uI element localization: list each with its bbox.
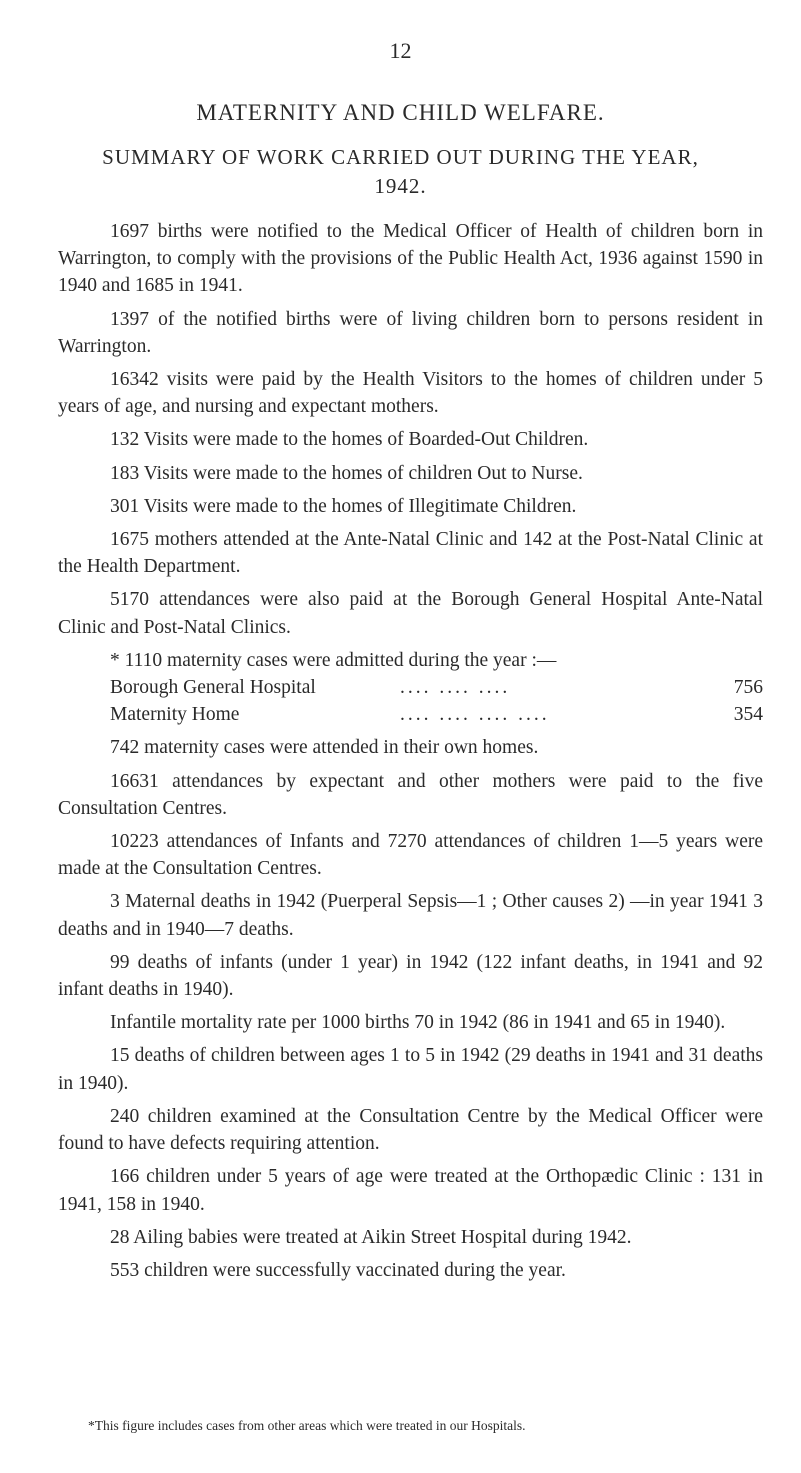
- paragraph: 132 Visits were made to the homes of Boarded-Out Children.: [110, 429, 589, 451]
- paragraph: 240 children examined at the Consultation Centre by the Medical Officer were found to have defects requiring attention.: [58, 1105, 763, 1155]
- paragraph: 28 Ailing babies were treated at Aikin Street Hospital during 1942.: [110, 1226, 632, 1248]
- admission-leader: .... .... ....: [400, 677, 511, 699]
- page-number: 12: [389, 38, 412, 63]
- paragraph: 166 children under 5 years of age were treated at the Orthopædic Clinic : 131 in 1941, 158 in 1940.: [58, 1166, 763, 1215]
- admission-value: 756: [733, 677, 763, 699]
- paragraph: Infantile mortality rate per 1000 births 70 in 1942 (86 in 1941 and 65 in 1940).: [110, 1012, 726, 1034]
- admission-row: [58, 701, 763, 728]
- admission-row: [58, 674, 763, 701]
- admission-value: 354: [733, 704, 763, 726]
- paragraph: 5170 attendances were also paid at the Borough General Hospital Ante-Natal Clinic and Post-Natal Clinics.: [58, 589, 763, 638]
- paragraph: 16342 visits were paid by the Health Visitors to the homes of children under 5 years of age, and nursing and expectant mothers.: [58, 369, 763, 418]
- paragraph: 1697 births were notified to the Medical Officer of Health of children born in Warrington, to comply with the provisions of the Public Health Act, 1936 against 1590 in 1940 and 1685 in 1941.: [58, 221, 763, 297]
- paragraph: 183 Visits were made to the homes of children Out to Nurse.: [110, 462, 583, 484]
- paragraph: * 1110 maternity cases were admitted during the year :—: [110, 649, 557, 671]
- section-subtitle: SUMMARY OF WORK CARRIED OUT DURING THE YEAR,: [102, 145, 699, 169]
- paragraph: 3 Maternal deaths in 1942 (Puerperal Sepsis—1 ; Other causes 2) —in year 1941 3 deaths and in 1940—7 deaths.: [58, 891, 763, 940]
- paragraph: 553 children were successfully vaccinated during the year.: [110, 1259, 566, 1281]
- admission-leader: .... .... .... ....: [400, 704, 550, 726]
- admission-label: Borough General Hospital: [110, 677, 316, 699]
- paragraph: 301 Visits were made to the homes of Illegitimate Children.: [110, 495, 577, 517]
- report-body: [58, 218, 763, 1290]
- paragraph: 99 deaths of infants (under 1 year) in 1942 (122 infant deaths, in 1941 and 92 infant deaths in 1940).: [58, 951, 763, 1001]
- section-year: 1942.: [374, 174, 427, 198]
- paragraph: 1397 of the notified births were of living children born to persons resident in Warrington.: [58, 308, 763, 357]
- footnote: *This figure includes cases from other areas which were treated in our Hospitals.: [88, 1418, 526, 1433]
- paragraph: 742 maternity cases were attended in their own homes.: [110, 737, 539, 759]
- paragraph: 1675 mothers attended at the Ante-Natal Clinic and 142 at the Post-Natal Clinic at the Health Department.: [58, 529, 763, 578]
- admission-label: Maternity Home: [110, 704, 240, 726]
- paragraph: 16631 attendances by expectant and other mothers were paid to the five Consultation Centres.: [58, 770, 763, 819]
- paragraph: 15 deaths of children between ages 1 to 5 in 1942 (29 deaths in 1941 and 31 deaths in 1940).: [58, 1045, 763, 1094]
- paragraph: 10223 attendances of Infants and 7270 attendances of children 1—5 years were made at the Consultation Centres.: [58, 831, 763, 880]
- page-title: MATERNITY AND CHILD WELFARE.: [196, 100, 605, 125]
